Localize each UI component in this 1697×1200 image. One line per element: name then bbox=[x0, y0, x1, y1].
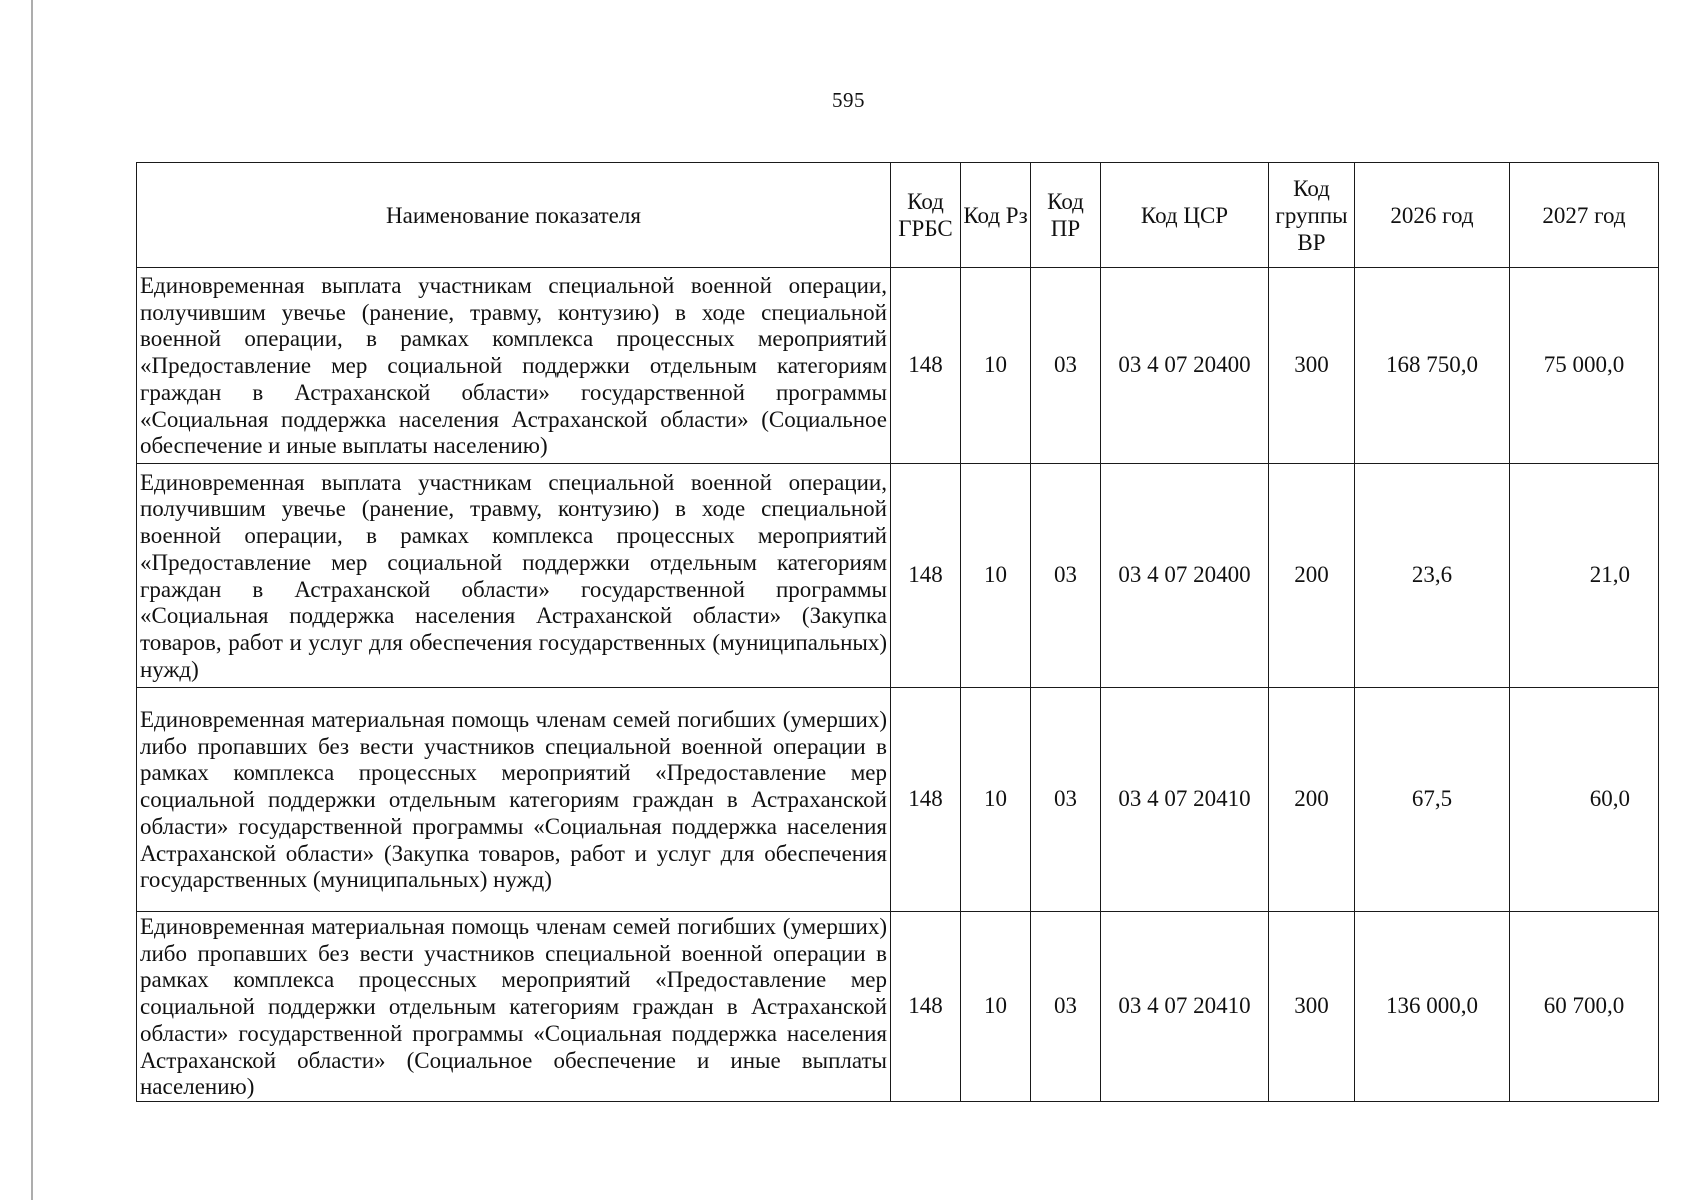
cell-csr: 03 4 07 20400 bbox=[1101, 464, 1269, 688]
table-row bbox=[137, 464, 1659, 688]
cell-rz: 10 bbox=[961, 688, 1031, 912]
cell-grbs: 148 bbox=[891, 688, 961, 912]
cell-vr: 300 bbox=[1269, 912, 1355, 1102]
cell-pr: 03 bbox=[1031, 912, 1101, 1102]
cell-csr: 03 4 07 20400 bbox=[1101, 268, 1269, 464]
header-row bbox=[137, 163, 1659, 268]
cell-name: Единовременная выплата участникам специальной военной операции, получившим увечье (ранение, травму, контузию) в ходе специальной военной операции, в рамках комплекса процессных мероприятий «Предоставление мер социальной поддержки отдельным категориям граждан в Астраханской области» государственной программы «Социальная поддержка населения Астраханской области» (Закупка товаров, работ и услуг для обеспечения государственных (муниципальных) нужд) bbox=[137, 464, 891, 688]
header-rz: Код Рз bbox=[961, 163, 1031, 268]
cell-2027: 75 000,0 bbox=[1510, 268, 1659, 464]
cell-2026: 168 750,0 bbox=[1355, 268, 1510, 464]
header-pr: Код ПР bbox=[1031, 163, 1101, 268]
cell-grbs: 148 bbox=[891, 464, 961, 688]
cell-rz: 10 bbox=[961, 912, 1031, 1102]
cell-grbs: 148 bbox=[891, 912, 961, 1102]
binding-margin-line bbox=[31, 0, 33, 1200]
table-body bbox=[137, 268, 1659, 1102]
table-row bbox=[137, 688, 1659, 912]
cell-2026: 67,5 bbox=[1355, 688, 1510, 912]
header-2027: 2027 год bbox=[1510, 163, 1659, 268]
cell-2027: 60,0 bbox=[1510, 688, 1659, 912]
cell-2027: 21,0 bbox=[1510, 464, 1659, 688]
header-grbs: Код ГРБС bbox=[891, 163, 961, 268]
table-header bbox=[137, 163, 1659, 268]
cell-2026: 136 000,0 bbox=[1355, 912, 1510, 1102]
cell-pr: 03 bbox=[1031, 688, 1101, 912]
cell-vr: 200 bbox=[1269, 688, 1355, 912]
header-csr: Код ЦСР bbox=[1101, 163, 1269, 268]
cell-2027: 60 700,0 bbox=[1510, 912, 1659, 1102]
header-2026: 2026 год bbox=[1355, 163, 1510, 268]
cell-name: Единовременная материальная помощь членам семей погибших (умерших) либо пропавших без вести участников специальной военной операции в рамках комплекса процессных мероприятий «Предоставление мер социальной поддержки отдельным категориям граждан в Астраханской области» государственной программы «Социальная поддержка населения Астраханской области» (Закупка товаров, работ и услуг для обеспечения государственных (муниципальных) нужд) bbox=[137, 688, 891, 912]
cell-csr: 03 4 07 20410 bbox=[1101, 688, 1269, 912]
cell-csr: 03 4 07 20410 bbox=[1101, 912, 1269, 1102]
cell-pr: 03 bbox=[1031, 268, 1101, 464]
cell-name: Единовременная выплата участникам специальной военной операции, получившим увечье (ранение, травму, контузию) в ходе специальной военной операции, в рамках комплекса процессных мероприятий «Предоставление мер социальной поддержки отдельным категориям граждан в Астраханской области» государственной программы «Социальная поддержка населения Астраханской области» (Социальное обеспечение и иные выплаты населению) bbox=[137, 268, 891, 464]
cell-pr: 03 bbox=[1031, 464, 1101, 688]
cell-rz: 10 bbox=[961, 268, 1031, 464]
header-vr: Код группы ВР bbox=[1269, 163, 1355, 268]
cell-vr: 200 bbox=[1269, 464, 1355, 688]
cell-rz: 10 bbox=[961, 464, 1031, 688]
header-name: Наименование показателя bbox=[137, 163, 891, 268]
cell-grbs: 148 bbox=[891, 268, 961, 464]
cell-name: Единовременная материальная помощь членам семей погибших (умерших) либо пропавших без вести участников специальной военной операции в рамках комплекса процессных мероприятий «Предоставление мер социальной поддержки отдельным категориям граждан в Астраханской области» государственной программы «Социальная поддержка населения Астраханской области» (Социальное обеспечение и иные выплаты населению) bbox=[137, 912, 891, 1102]
budget-table bbox=[136, 162, 1659, 1102]
cell-vr: 300 bbox=[1269, 268, 1355, 464]
table-row bbox=[137, 912, 1659, 1102]
table-row bbox=[137, 268, 1659, 464]
page-number: 595 bbox=[832, 88, 865, 112]
cell-2026: 23,6 bbox=[1355, 464, 1510, 688]
